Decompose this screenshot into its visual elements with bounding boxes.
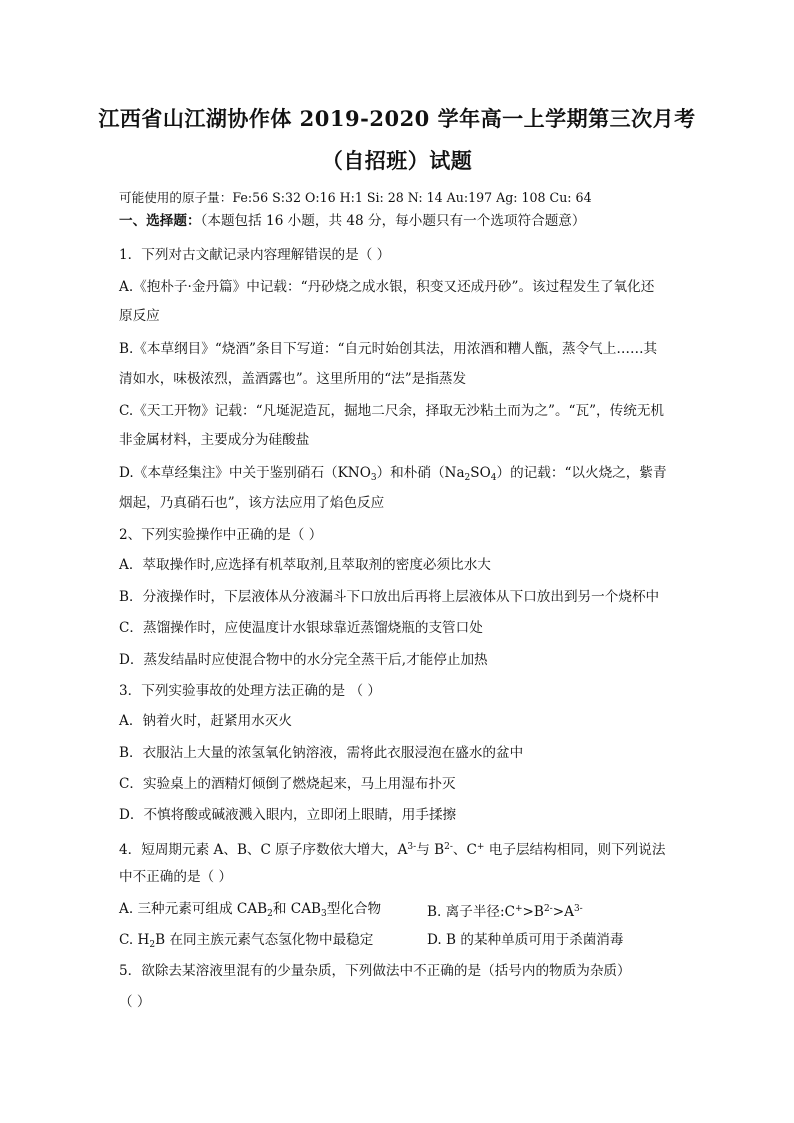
subscript: 4 <box>490 473 497 483</box>
text-run: SO <box>470 465 491 481</box>
superscript: + <box>476 842 485 852</box>
text-run: 和 CAB <box>272 901 322 917</box>
q1-option-d-line1 <box>119 463 679 488</box>
section-heading <box>119 211 679 231</box>
subscript: 2 <box>149 940 156 950</box>
text-run: ）的记载：“以火烧之，紫青 <box>496 465 667 481</box>
q5-stem-line1: 5．欲除去某溶液里混有的少量杂质，下列做法中不正确的是（括号内的物质为杂质） <box>119 963 631 979</box>
q3-option-b: B．衣服沾上大量的浓氢氧化钠溶液，需将此衣服浸泡在盛水的盆中 <box>119 745 524 761</box>
q4-options-row1 <box>119 899 679 924</box>
q3-stem: 3．下列实验事故的处理方法正确的是 （ ） <box>119 683 381 699</box>
text-run: C. H <box>119 932 150 948</box>
q1-option-a-line1: A.《抱朴子·金丹篇》中记载：“丹砂烧之成水银，积变又还成丹砂”。该过程发生了氧化还 <box>119 279 655 295</box>
q4-option-c <box>119 932 373 948</box>
q3-option-c: C．实验桌上的酒精灯倾倒了燃烧起来，马上用湿布扑灭 <box>119 776 456 792</box>
q1-option-d-line2: 烟起，乃真硝石也”，该方法应用了焰色反应 <box>119 495 385 511</box>
q2-stem: 2、下列实验操作中正确的是（ ） <box>119 527 323 543</box>
atomic-masses: 可能使用的原子量：Fe:56 S:32 O:16 H:1 Si: 28 N: 14 Au:197 Ag: 108 Cu: 64 <box>119 190 592 205</box>
q3-option-d: D．不慎将酸或碱液溅入眼内，立即闭上眼睛，用手揉擦 <box>119 807 457 823</box>
q3-option-a: A．钠着火时，赶紧用水灭火 <box>119 713 292 729</box>
text-run: ）和朴硝（Na <box>376 465 465 481</box>
q2-option-c: C．蒸馏操作时，应使温度计水银球靠近蒸馏烧瓶的支管口处 <box>119 620 483 636</box>
superscript: 2- <box>444 842 453 852</box>
text-run: 、C <box>452 842 477 858</box>
q4-stem-line2: 中不正确的是（ ） <box>119 869 233 885</box>
q1-option-b-line1: B.《本草纲目》“烧酒”条目下写道：“自元时始创其法，用浓酒和糟人甑，蒸令气上……其 <box>119 341 658 357</box>
q4-stem-line1 <box>119 837 679 860</box>
q1-option-c-line1: C.《天工开物》记载：“凡埏泥造瓦，掘地二尺余，择取无沙粘土而为之”。“瓦”，传统无机 <box>119 403 665 419</box>
text-run: D.《本草经集注》中关于鉴别硝石（KNO <box>119 465 371 481</box>
text-run: 型化合物 <box>326 901 382 917</box>
q4-options-row2 <box>119 930 679 955</box>
section-note: （本题包括 16 小题，共 48 分，每小题只有一个选项符合题意） <box>200 213 586 229</box>
superscript: 2- <box>543 904 553 914</box>
superscript: 3- <box>573 904 583 914</box>
superscript: + <box>515 904 523 914</box>
q2-option-a: A．萃取操作时,应选择有机萃取剂,且萃取剂的密度必须比水大 <box>119 557 491 573</box>
text-run: >B <box>522 904 544 920</box>
superscript: 3- <box>407 842 417 852</box>
q2-option-b: B．分液操作时，下层液体从分液漏斗下口放出后再将上层液体从下口放出到另一个烧杯中 <box>119 589 660 605</box>
text-run: >A <box>552 904 574 920</box>
q4-option-b <box>427 899 583 922</box>
subscript: 3 <box>370 473 377 483</box>
subscript: 2 <box>464 473 471 483</box>
text-run: 与 B <box>416 842 445 858</box>
text-run: B. 离子半径:C <box>427 904 515 920</box>
subscript: 2 <box>267 909 273 919</box>
q5-stem-line2: （ ） <box>119 994 151 1010</box>
text-run: B 在同主族元素气态氢化物中最稳定 <box>155 932 374 948</box>
subscript: 3 <box>321 909 327 919</box>
q2-option-d: D．蒸发结晶时应使混合物中的水分完全蒸干后,才能停止加热 <box>119 652 488 668</box>
text-run: 电子层结构相同，则下列说法 <box>484 842 666 858</box>
q4-option-d: D. B 的某种单质可用于杀菌消毒 <box>427 932 624 948</box>
q1-stem: 1．下列对古文献记录内容理解错误的是（ ） <box>119 247 391 263</box>
q1-option-b-line2: 清如水，味极浓烈，盖酒露也”。这里所用的“法”是指蒸发 <box>119 371 467 387</box>
text-run: A. 三种元素可组成 CAB <box>119 901 268 917</box>
exam-title-line2: （自招班）试题 <box>321 148 473 173</box>
section-title: 一、选择题： <box>119 213 201 229</box>
q4-option-a <box>119 901 381 917</box>
text-run: 4．短周期元素 A、B、C 原子序数依大增大，A <box>119 842 408 858</box>
exam-title-line1: 江西省山江湖协作体 2019-2020 学年高一上学期第三次月考 <box>98 106 696 131</box>
q1-option-a-line2: 原反应 <box>119 308 160 324</box>
q1-option-c-line2: 非金属材料，主要成分为硅酸盐 <box>119 432 310 448</box>
